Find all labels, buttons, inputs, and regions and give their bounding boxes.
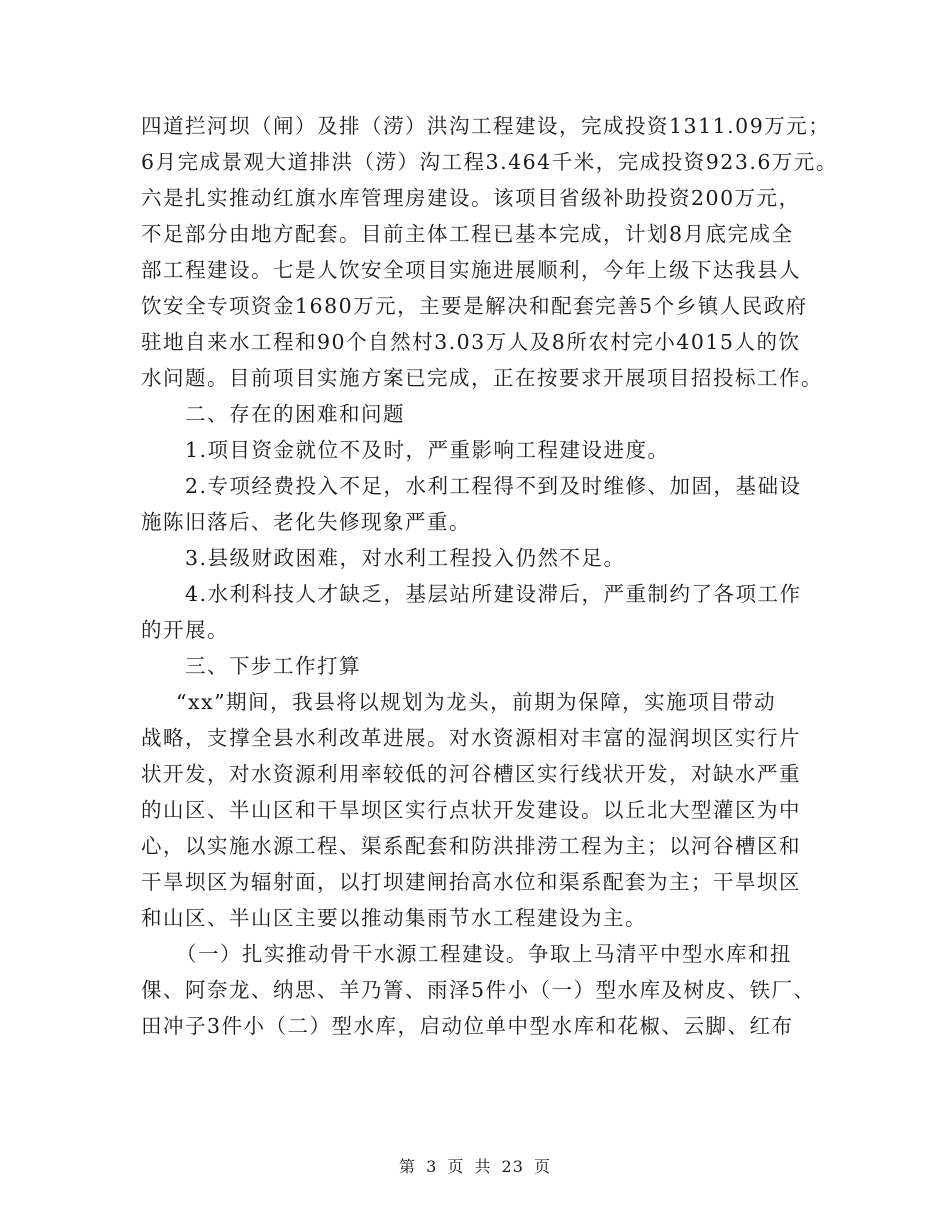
text-line: 6月完成景观大道排洪（涝）沟工程3.464千米，完成投资923.6万元。: [141, 150, 838, 174]
list-item: 1.项目资金就位不及时，严重影响工程建设进度。: [185, 438, 670, 462]
text-line: 部工程建设。七是人饮安全项目实施进展顺利，今年上级下达我县人: [141, 258, 801, 282]
text-line: 战略，支撑全县水利改革进展。对水资源相对丰富的湿润坝区实行片: [141, 726, 801, 750]
list-item: 3.县级财政困难，对水利工程投入仍然不足。: [185, 546, 626, 570]
list-item: 4.水利科技人才缺乏，基层站所建设滞后，严重制约了各项工作: [185, 582, 802, 606]
list-item: 2.专项经费投入不足，水利工程得不到及时维修、加固，基础设: [185, 474, 802, 498]
text-line: 的山区、半山区和干旱坝区实行点状开发建设。以丘北大型灌区为中: [141, 798, 801, 822]
text-line: （一）扎实推动骨干水源工程建设。争取上马清平中型水库和扭: [176, 942, 792, 966]
text-line: 倮、阿奈龙、纳思、羊乃箐、雨泽5件小（一）型水库及树皮、铁厂、: [141, 978, 816, 1002]
text-line: 驻地自来水工程和90个自然村3.03万人及8所农村完小4015人的饮: [141, 330, 801, 354]
section-heading: 三、下步工作打算: [185, 654, 361, 678]
section-heading: 二、存在的困难和问题: [185, 402, 405, 426]
text-line: “xx”期间，我县将以规划为龙头，前期为保障，实施项目带动: [176, 690, 777, 714]
text-line: 田冲子3件小（二）型水库，启动位单中型水库和花椒、云脚、红布: [141, 1014, 794, 1038]
text-line: 施陈旧落后、老化失修现象严重。: [141, 510, 471, 534]
text-line: 心，以实施水源工程、渠系配套和防洪排涝工程为主；以河谷槽区和: [141, 834, 801, 858]
text-line: 水问题。目前项目实施方案已完成，正在按要求开展项目招投标工作。: [141, 366, 823, 390]
text-line: 的开展。: [141, 618, 229, 642]
text-line: 和山区、半山区主要以推动集雨节水工程建设为主。: [141, 906, 647, 930]
text-line: 状开发，对水资源利用率较低的河谷槽区实行线状开发，对缺水严重: [141, 762, 801, 786]
text-line: 不足部分由地方配套。目前主体工程已基本完成，计划8月底完成全: [141, 222, 794, 246]
text-line: 四道拦河坝（闸）及排（涝）洪沟工程建设，完成投资1311.09万元；: [141, 114, 831, 138]
text-line: 干旱坝区为辐射面，以打坝建闸抬高水位和渠系配套为主；干旱坝区: [141, 870, 801, 894]
text-line: 饮安全专项资金1680万元，主要是解决和配套完善5个乡镇人民政府: [141, 294, 808, 318]
text-line: 六是扎实推动红旗水库管理房建设。该项目省级补助投资200万元，: [141, 186, 801, 210]
page-footer: 第 3 页 共 23 页: [399, 1157, 551, 1176]
